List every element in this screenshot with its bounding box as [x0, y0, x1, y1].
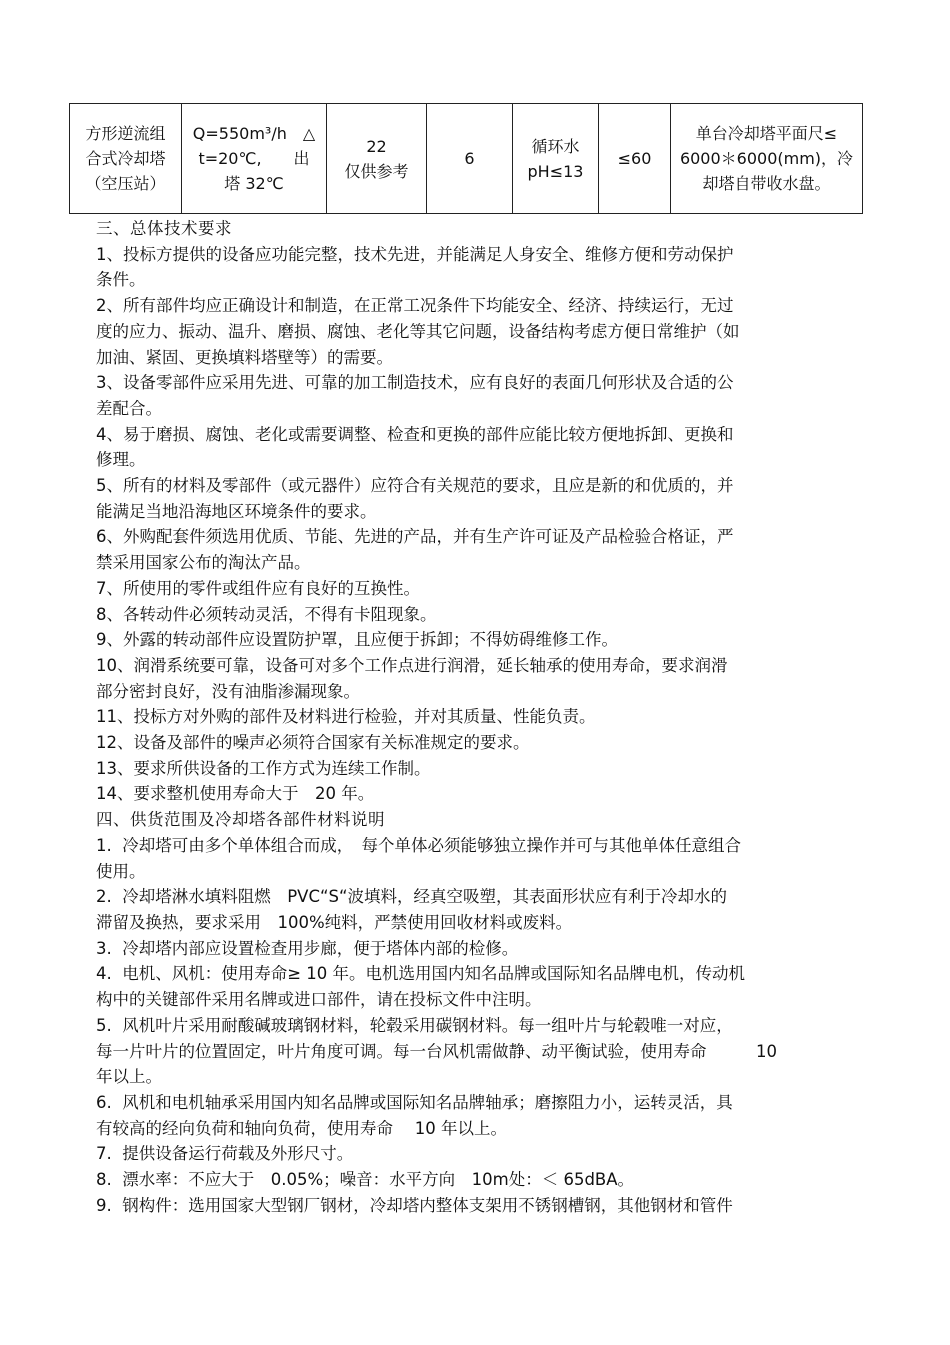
- paragraph-line: 3、设备零部件应采用先进、可靠的加工制造技术，应有良好的表面几何形状及合适的公: [96, 373, 734, 393]
- technical-requirements-text: [96, 216, 836, 1218]
- paragraph-line: 加油、紧固、更换填料塔壁等）的需要。: [96, 347, 393, 367]
- paragraph-line: 使用。: [96, 861, 146, 881]
- paragraph-line: 修理。: [96, 450, 146, 470]
- cell-text-line: t=20℃, 出: [198, 149, 310, 168]
- paragraph-line: 7、所使用的零件或组件应有良好的互换性。: [96, 578, 420, 598]
- paragraph-line: 差配合。: [96, 398, 162, 418]
- cell-text-line: 方形逆流组: [85, 124, 166, 143]
- cell-text-line: 却塔自带收水盘。: [702, 174, 831, 193]
- paragraph-line: 3. 冷却塔内部应设置检查用步廊，便于塔体内部的检修。: [96, 938, 519, 958]
- paragraph-line: 9、外露的转动部件应设置防护罩，且应便于拆卸；不得妨碍维修工作。: [96, 630, 618, 650]
- cell-text-line: Q=550m³/h △: [192, 124, 316, 143]
- paragraph-line: 6、外购配套件须选用优质、节能、先进的产品，并有生产许可证及产品检验合格证，严: [96, 527, 734, 547]
- table-cell: [671, 104, 863, 214]
- cell-text-line: 单台冷却塔平面尺≤: [695, 124, 838, 143]
- paragraph-line: 每一片叶片的位置固定，叶片角度可调。每一台风机需做静、动平衡试验，使用寿命 10: [96, 1041, 777, 1061]
- paragraph-line: 11、投标方对外购的部件及材料进行检验，并对其质量、性能负责。: [96, 707, 596, 727]
- table-row: [70, 104, 863, 214]
- paragraph-line: 2. 冷却塔淋水填料阻燃 PVC“S“波填料，经真空吸塑，其表面形状应有利于冷却水的: [96, 887, 728, 907]
- paragraph-line: 年以上。: [96, 1067, 162, 1087]
- table-cell: [599, 104, 671, 214]
- paragraph-line: 禁采用国家公布的淘汰产品。: [96, 553, 311, 573]
- cell-text-line: 合式冷却塔: [85, 149, 166, 168]
- paragraph-line: 10、润滑系统要可靠，设备可对多个工作点进行润滑，延长轴承的使用寿命，要求润滑: [96, 655, 728, 675]
- paragraph-line: 度的应力、振动、温升、磨损、腐蚀、老化等其它问题，设备结构考虑方便日常维护（如: [96, 321, 740, 341]
- section-heading: 四、供货范围及冷却塔各部件材料说明: [96, 810, 385, 830]
- cell-text-line: 仅供参考: [344, 161, 409, 181]
- table-cell: [70, 104, 182, 214]
- paragraph-line: 4、易于磨损、腐蚀、老化或需要调整、检查和更换的部件应能比较方便地拆卸、更换和: [96, 424, 734, 444]
- paragraph-line: 7. 提供设备运行荷载及外形尺寸。: [96, 1144, 354, 1164]
- paragraph-line: 滞留及换热，要求采用 100%纯料，严禁使用回收材料或废料。: [96, 912, 573, 932]
- table-cell: [427, 104, 513, 214]
- table-cell: [327, 104, 427, 214]
- cell-text-line: ≤60: [617, 149, 652, 168]
- paragraph-line: 能满足当地沿海地区环境条件的要求。: [96, 501, 377, 521]
- paragraph-line: 4. 电机、风机：使用寿命≥ 10 年。电机选用国内知名品牌或国际知名品牌电机，传动机: [96, 964, 746, 984]
- section-heading: 三、总体技术要求: [96, 219, 232, 238]
- cell-text-line: 6000＊6000(mm)，冷: [679, 149, 854, 168]
- paragraph-line: 12、设备及部件的噪声必须符合国家有关标准规定的要求。: [96, 733, 530, 753]
- paragraph-line: 有较高的经向负荷和轴向负荷，使用寿命 10 年以上。: [96, 1118, 507, 1138]
- table-cell: [513, 104, 599, 214]
- cell-text-line: 循环水: [531, 136, 580, 156]
- paragraph-line: 1、投标方提供的设备应功能完整，技术先进，并能满足人身安全、维修方便和劳动保护: [96, 244, 734, 264]
- paragraph-line: 8、各转动件必须转动灵活，不得有卡阻现象。: [96, 604, 437, 624]
- cell-text-line: pH≤13: [527, 161, 584, 181]
- cell-text-line: 塔 32℃: [224, 174, 284, 193]
- table-cell: [182, 104, 327, 214]
- paragraph-line: 条件。: [96, 270, 146, 290]
- paragraph-line: 部分密封良好，没有油脂渗漏现象。: [96, 681, 360, 701]
- paragraph-line: 5. 风机叶片采用耐酸碱玻璃钢材料，轮毂采用碳钢材料。每一组叶片与轮毂唯一对应，: [96, 1015, 733, 1035]
- paragraph-line: 9. 钢构件：选用国家大型钢厂钢材，冷却塔内整体支架用不锈钢槽钢，其他钢材和管件: [96, 1195, 733, 1215]
- cell-text-line: 6: [464, 149, 475, 168]
- paragraph-line: 2、所有部件均应正确设计和制造，在正常工况条件下均能安全、经济、持续运行，无过: [96, 296, 734, 316]
- cell-text-line: （空压站）: [85, 174, 166, 193]
- paragraph-line: 13、要求所供设备的工作方式为连续工作制。: [96, 758, 431, 778]
- paragraph-line: 1. 冷却塔可由多个单体组合而成， 每个单体必须能够独立操作并可与其他单体任意组合: [96, 835, 741, 855]
- cooling-tower-spec-table: [69, 103, 863, 214]
- paragraph-line: 6. 风机和电机轴承采用国内知名品牌或国际知名品牌轴承；磨擦阻力小，运转灵活，具: [96, 1092, 733, 1112]
- paragraph-line: 14、要求整机使用寿命大于 20 年。: [96, 784, 375, 804]
- paragraph-line: 8. 漂水率：不应大于 0.05%；噪音：水平方向 10m处：＜ 65dBA。: [96, 1170, 635, 1190]
- cell-text-line: 22: [366, 136, 387, 156]
- paragraph-line: 构中的关键部件采用名牌或进口部件，请在投标文件中注明。: [96, 990, 542, 1010]
- paragraph-line: 5、所有的材料及零部件（或元器件）应符合有关规范的要求，且应是新的和优质的，并: [96, 476, 734, 496]
